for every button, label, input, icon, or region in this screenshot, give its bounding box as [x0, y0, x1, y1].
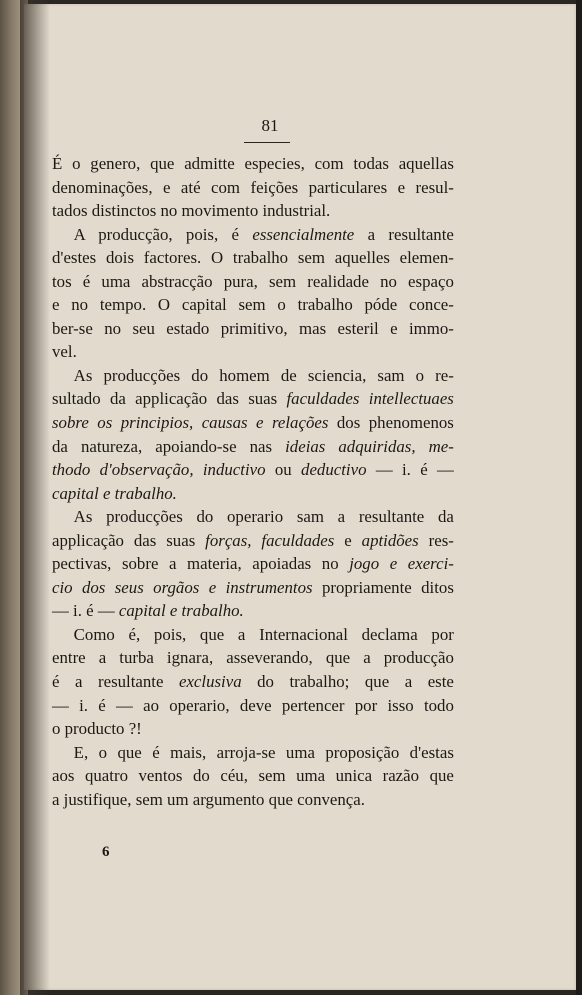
- paragraph: [52, 152, 454, 223]
- text-line: [52, 458, 454, 482]
- scan-border: [576, 0, 582, 995]
- text-segment: sultado da applicação das suas: [52, 389, 287, 409]
- italic-text: deductivo: [301, 460, 367, 480]
- text-line: [52, 246, 454, 270]
- book-page: [24, 4, 578, 990]
- signature-mark: 6: [102, 844, 110, 860]
- italic-text: cio dos seus orgãos e instrumentos: [52, 577, 313, 597]
- text-segment: o producto ?!: [52, 719, 142, 739]
- text-segment: aos quatro ventos do céu, sem uma unica razão que: [52, 766, 454, 786]
- text-segment: — i. é — ao operario, deve pertencer por isso todo: [52, 695, 454, 715]
- text-line: [52, 788, 454, 812]
- text-segment: ou: [265, 460, 302, 480]
- italic-text: capital e trabalho.: [52, 483, 177, 503]
- italic-text: forças, faculdades: [205, 530, 335, 550]
- text-line: [52, 364, 454, 388]
- text-segment: da natureza, apoiando-se nas: [52, 436, 286, 456]
- text-segment: e no tempo. O capital sem o trabalho póde conce-: [52, 295, 454, 315]
- text-segment: As producções do homem de sciencia, sam o re-: [73, 365, 454, 385]
- text-segment: As producções do operario sam a resultante da: [73, 507, 454, 527]
- text-line: [52, 717, 454, 741]
- italic-text: aptidões: [361, 530, 419, 550]
- text-segment: entre a turba ignara, asseverando, que a producção: [52, 648, 454, 668]
- text-segment: — i. é —: [366, 460, 454, 480]
- text-segment: é a resultante: [52, 672, 179, 692]
- text-segment: denominações, e até com feições particulares e resul-: [52, 177, 454, 197]
- italic-text: capital e trabalho.: [118, 601, 244, 621]
- italic-text: sobre os principios, causas e relações: [52, 413, 329, 433]
- text-segment: É o genero, que admitte especies, com todas aquellas: [52, 154, 454, 173]
- text-line: [52, 741, 454, 765]
- text-segment: dos phenomenos: [328, 413, 454, 433]
- text-segment: a justifique, sem um argumento que convença.: [52, 789, 365, 809]
- text-line: [52, 576, 454, 600]
- paragraph: [52, 741, 454, 812]
- text-line: [52, 482, 454, 506]
- text-line: [52, 435, 454, 459]
- text-segment: Como é, pois, que a Internacional declama por: [73, 624, 454, 644]
- italic-text: thodo d'observação, inductivo: [52, 460, 266, 480]
- text-segment: ber-se no seu estado primitivo, mas esteril e immo-: [52, 318, 454, 338]
- text-segment: tos é uma abstracção pura, sem realidade no espaço: [52, 271, 454, 291]
- text-line: [52, 152, 454, 176]
- text-segment: tados distinctos no movimento industrial.: [52, 201, 331, 221]
- text-line: [52, 670, 454, 694]
- text-line: [52, 623, 454, 647]
- text-line: [52, 387, 454, 411]
- text-segment: E, o que é mais, arroja-se uma proposição d'estas: [73, 742, 454, 762]
- paragraph: [52, 505, 454, 623]
- text-line: [52, 646, 454, 670]
- text-line: [52, 223, 454, 247]
- text-line: [52, 505, 454, 529]
- text-line: [52, 270, 454, 294]
- text-line: [52, 529, 454, 553]
- page-number: 81: [261, 116, 279, 135]
- paragraph: [52, 364, 454, 505]
- italic-text: exclusiva: [178, 672, 242, 692]
- text-segment: a resultante: [354, 224, 454, 244]
- text-segment: do trabalho; que a este: [241, 672, 454, 692]
- gutter-shadow: [20, 0, 50, 995]
- text-line: [52, 764, 454, 788]
- text-line: [52, 199, 454, 223]
- text-segment: propriamente ditos: [312, 577, 454, 597]
- text-segment: — i. é —: [52, 601, 119, 621]
- text-segment: res-: [418, 530, 454, 550]
- paragraph: [52, 223, 454, 364]
- text-line: [52, 176, 454, 200]
- italic-text: jogo e exerci-: [349, 554, 454, 574]
- text-line: [52, 694, 454, 718]
- text-line: [52, 340, 454, 364]
- text-segment: e: [334, 530, 362, 550]
- text-line: [52, 552, 454, 576]
- text-line: [52, 293, 454, 317]
- italic-text: faculdades intellectuaes: [286, 389, 454, 409]
- text-segment: A producção, pois, é: [73, 224, 253, 244]
- text-segment: d'estes dois factores. O trabalho sem aquelles elemen-: [52, 248, 454, 268]
- text-segment: pectivas, sobre a materia, apoiadas no: [52, 554, 350, 574]
- italic-text: essencialmente: [252, 224, 355, 244]
- paragraph: [52, 623, 454, 741]
- text-line: [52, 317, 454, 341]
- italic-text: ideias adquiridas, me-: [285, 436, 454, 456]
- text-line: [52, 599, 454, 623]
- text-line: [52, 411, 454, 435]
- text-segment: applicação das suas: [52, 530, 206, 550]
- page-number-rule: [244, 142, 290, 143]
- body-text: [52, 152, 454, 811]
- text-segment: vel.: [52, 342, 77, 362]
